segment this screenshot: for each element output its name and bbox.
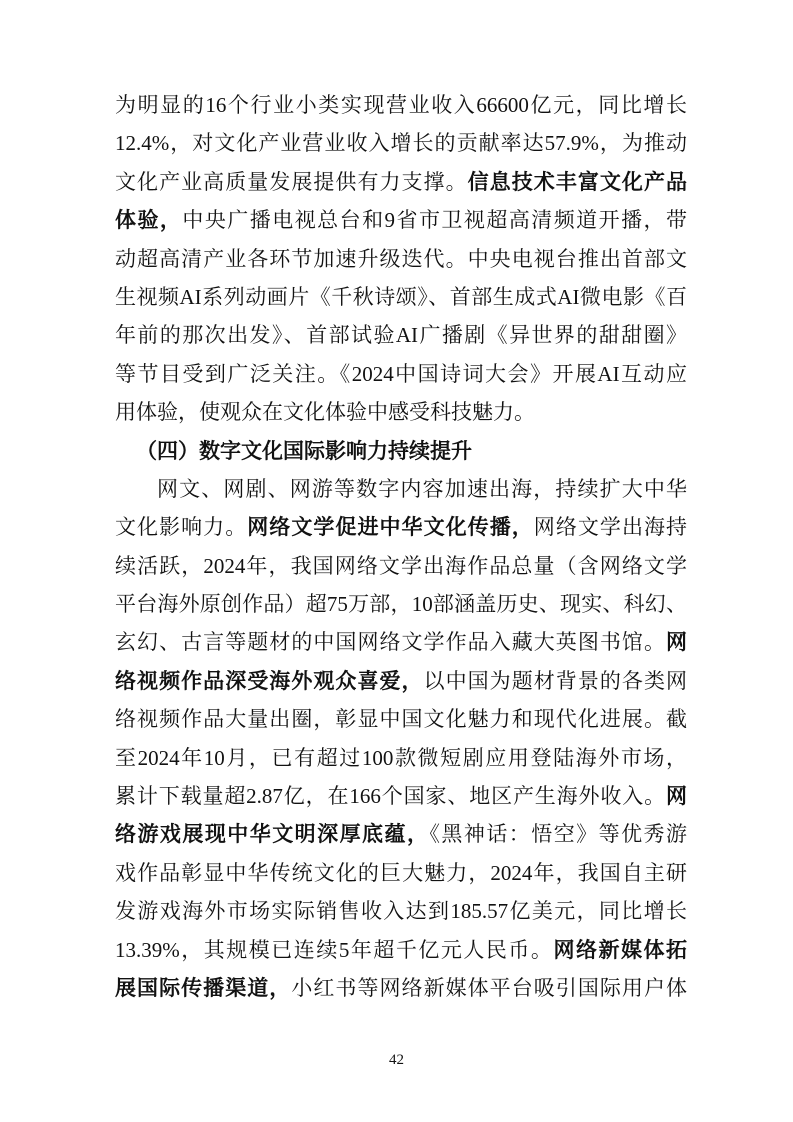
- text-line: [115, 547, 687, 585]
- text-segment: 小红书等网络新媒体平台吸引国际用户体: [291, 975, 687, 1000]
- text-segment: 网络文学出海持: [533, 515, 687, 540]
- text-line: [115, 316, 687, 354]
- text-segment: 动超高清产业各环节加速升级迭代。中央电视台推出首部文: [115, 246, 687, 271]
- text-line: [115, 662, 687, 700]
- text-segment: 以中国为题材背景的各类网: [423, 668, 687, 693]
- bold-text-segment: 展国际传播渠道，: [115, 975, 292, 1000]
- text-line: [115, 623, 687, 661]
- text-segment: 文化产业高质量发展提供有力支撑。: [115, 169, 468, 194]
- text-segment: 《黑神话：悟空》等优秀游: [429, 822, 687, 847]
- text-line: [115, 201, 687, 239]
- bold-text-segment: （四）数字文化国际影响力持续提升: [136, 438, 472, 463]
- bold-text-segment: 网: [666, 630, 687, 655]
- text-line: [115, 124, 687, 162]
- bold-text-segment: 网络文学促进中华文化传播，: [247, 515, 534, 540]
- text-segment: 络视频作品大量出圈，彰显中国文化魅力和现代化进展。截: [115, 707, 687, 732]
- text-segment: 累计下载量超2.87亿，在166个国家、地区产生海外收入。: [115, 784, 666, 809]
- text-line: [115, 815, 687, 853]
- text-block: [115, 86, 687, 1007]
- text-line: [115, 393, 687, 431]
- bold-text-segment: 网络新媒体拓: [553, 937, 687, 962]
- text-segment: 至2024年10月，已有超过100款微短剧应用登陆海外市场，: [115, 745, 687, 770]
- text-line: [115, 355, 687, 393]
- text-line: [115, 739, 687, 777]
- text-segment: 续活跃，2024年，我国网络文学出海作品总量（含网络文学: [115, 553, 687, 578]
- bold-text-segment: 络游戏展现中华文明深厚底蕴，: [115, 822, 430, 847]
- text-line: [115, 854, 687, 892]
- text-segment: 网文、网剧、网游等数字内容加速出海，持续扩大中华: [157, 476, 687, 501]
- text-segment: 发游戏海外市场实际销售收入达到185.57亿美元，同比增长: [115, 899, 687, 924]
- text-line: [115, 278, 687, 316]
- text-segment: 12.4%，对文化产业营业收入增长的贡献率达57.9%，为推动: [115, 131, 687, 156]
- text-segment: 为明显的16个行业小类实现营业收入66600亿元，同比增长: [115, 93, 687, 117]
- text-line: [115, 585, 687, 623]
- section-heading: [115, 432, 687, 470]
- page-number: 42: [389, 1052, 404, 1068]
- text-line: [115, 470, 687, 508]
- bold-text-segment: 络视频作品深受海外观众喜爱，: [115, 668, 424, 693]
- text-segment: 平台海外原创作品）超75万部，10部涵盖历史、现实、科幻、: [115, 592, 687, 617]
- text-line: [115, 777, 687, 815]
- text-segment: 文化影响力。: [115, 515, 248, 540]
- bold-text-segment: 信息技术丰富文化产品: [467, 169, 687, 194]
- text-segment: 用体验，使观众在文化体验中感受科技魅力。: [115, 400, 535, 425]
- text-line: [115, 969, 687, 1007]
- text-segment: 玄幻、古言等题材的中国网络文学作品入藏大英图书馆。: [115, 630, 666, 655]
- text-line: [115, 240, 687, 278]
- text-segment: 戏作品彰显中华传统文化的巨大魅力，2024年，我国自主研: [115, 860, 687, 885]
- text-line: [115, 163, 687, 201]
- bold-text-segment: 网: [666, 784, 687, 809]
- text-segment: 年前的那次出发》、首部试验AI广播剧《异世界的甜甜圈》: [115, 323, 687, 348]
- text-line: [115, 508, 687, 546]
- text-line: [115, 931, 687, 969]
- text-segment: 13.39%，其规模已连续5年超千亿元人民币。: [115, 937, 554, 962]
- text-segment: 等节目受到广泛关注。《2024中国诗词大会》开展AI互动应: [115, 361, 687, 386]
- text-segment: 中央广播电视总台和9省市卫视超高清频道开播，带: [182, 208, 687, 233]
- text-line: [115, 700, 687, 738]
- text-line: [115, 892, 687, 930]
- text-line: [115, 86, 687, 124]
- text-segment: 生视频AI系列动画片《千秋诗颂》、首部生成式AI微电影《百: [115, 284, 687, 309]
- bold-text-segment: 体验，: [115, 208, 183, 233]
